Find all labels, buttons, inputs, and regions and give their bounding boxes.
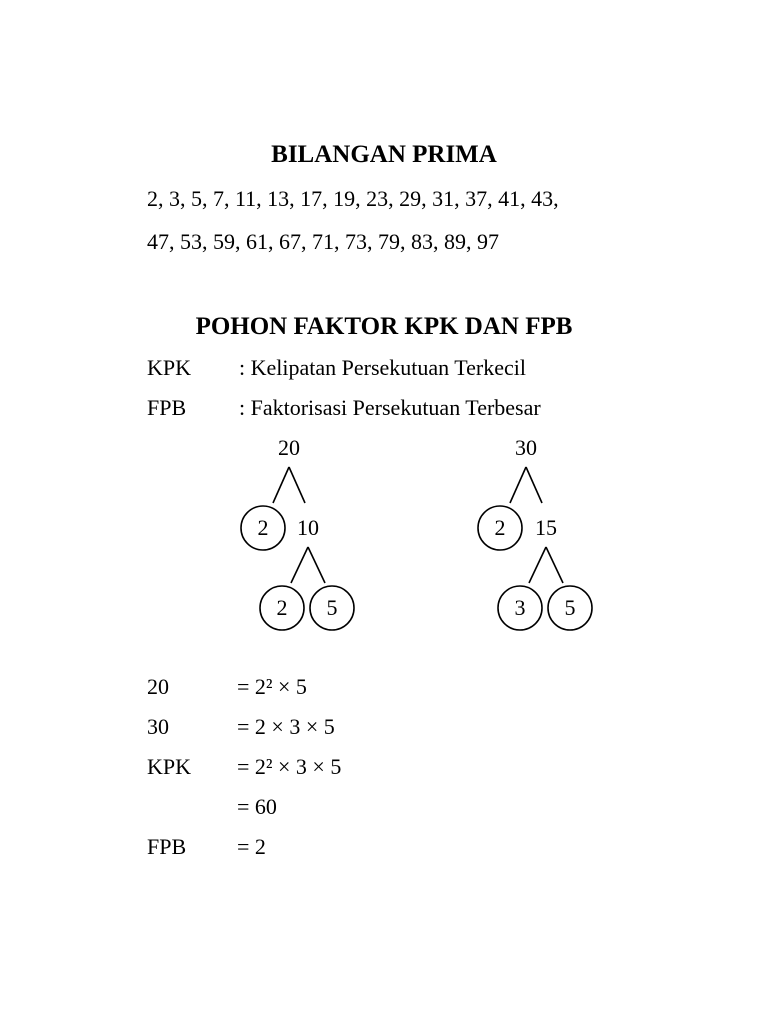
calculation-expression: = 2² × 5 <box>237 674 307 699</box>
tree-node-composite: 10 <box>297 515 319 540</box>
tree-node-root: 20 <box>278 435 300 460</box>
calculation-expression: = 2² × 3 × 5 <box>237 754 342 779</box>
tree-branch <box>529 547 546 583</box>
calculation-term: 20 <box>147 674 169 699</box>
tree-node-prime: 2 <box>494 515 506 540</box>
tree-branch <box>289 467 305 503</box>
tree-node-prime: 5 <box>564 595 576 620</box>
definition-term: KPK <box>147 355 192 380</box>
tree-node-prime: 3 <box>514 595 526 620</box>
tree-branch <box>546 547 563 583</box>
calculation-expression: = 2 × 3 × 5 <box>237 714 335 739</box>
tree-node-root: 30 <box>515 435 537 460</box>
calculation-term: FPB <box>147 834 187 859</box>
definition-text: : Faktorisasi Persekutuan Terbesar <box>239 395 541 420</box>
calculation-term: KPK <box>147 754 192 779</box>
factor-tree-title: POHON FAKTOR KPK DAN FPB <box>195 313 573 340</box>
calculation-expression: = 2 <box>237 834 266 859</box>
factor-trees-diagram <box>0 425 768 655</box>
tree-node-prime: 5 <box>326 595 338 620</box>
factor-tree-30 <box>478 435 592 630</box>
prime-list-line-1: 2, 3, 5, 7, 11, 13, 17, 19, 23, 29, 31, 37, 41, 43, <box>147 186 559 211</box>
tree-branch <box>308 547 325 583</box>
tree-branch <box>510 467 526 503</box>
tree-branch <box>273 467 289 503</box>
tree-branch <box>526 467 542 503</box>
tree-node-prime: 2 <box>257 515 269 540</box>
calculation-term: 30 <box>147 714 169 739</box>
calculation-expression: = 60 <box>237 794 277 819</box>
definition-text: : Kelipatan Persekutuan Terkecil <box>239 355 527 380</box>
tree-branch <box>291 547 308 583</box>
prime-numbers-title: BILANGAN PRIMA <box>271 141 497 168</box>
factor-tree-20 <box>241 435 354 630</box>
tree-node-prime: 2 <box>276 595 288 620</box>
definition-term: FPB <box>147 395 187 420</box>
tree-node-composite: 15 <box>535 515 557 540</box>
prime-list-line-2: 47, 53, 59, 61, 67, 71, 73, 79, 83, 89, 97 <box>147 229 499 254</box>
